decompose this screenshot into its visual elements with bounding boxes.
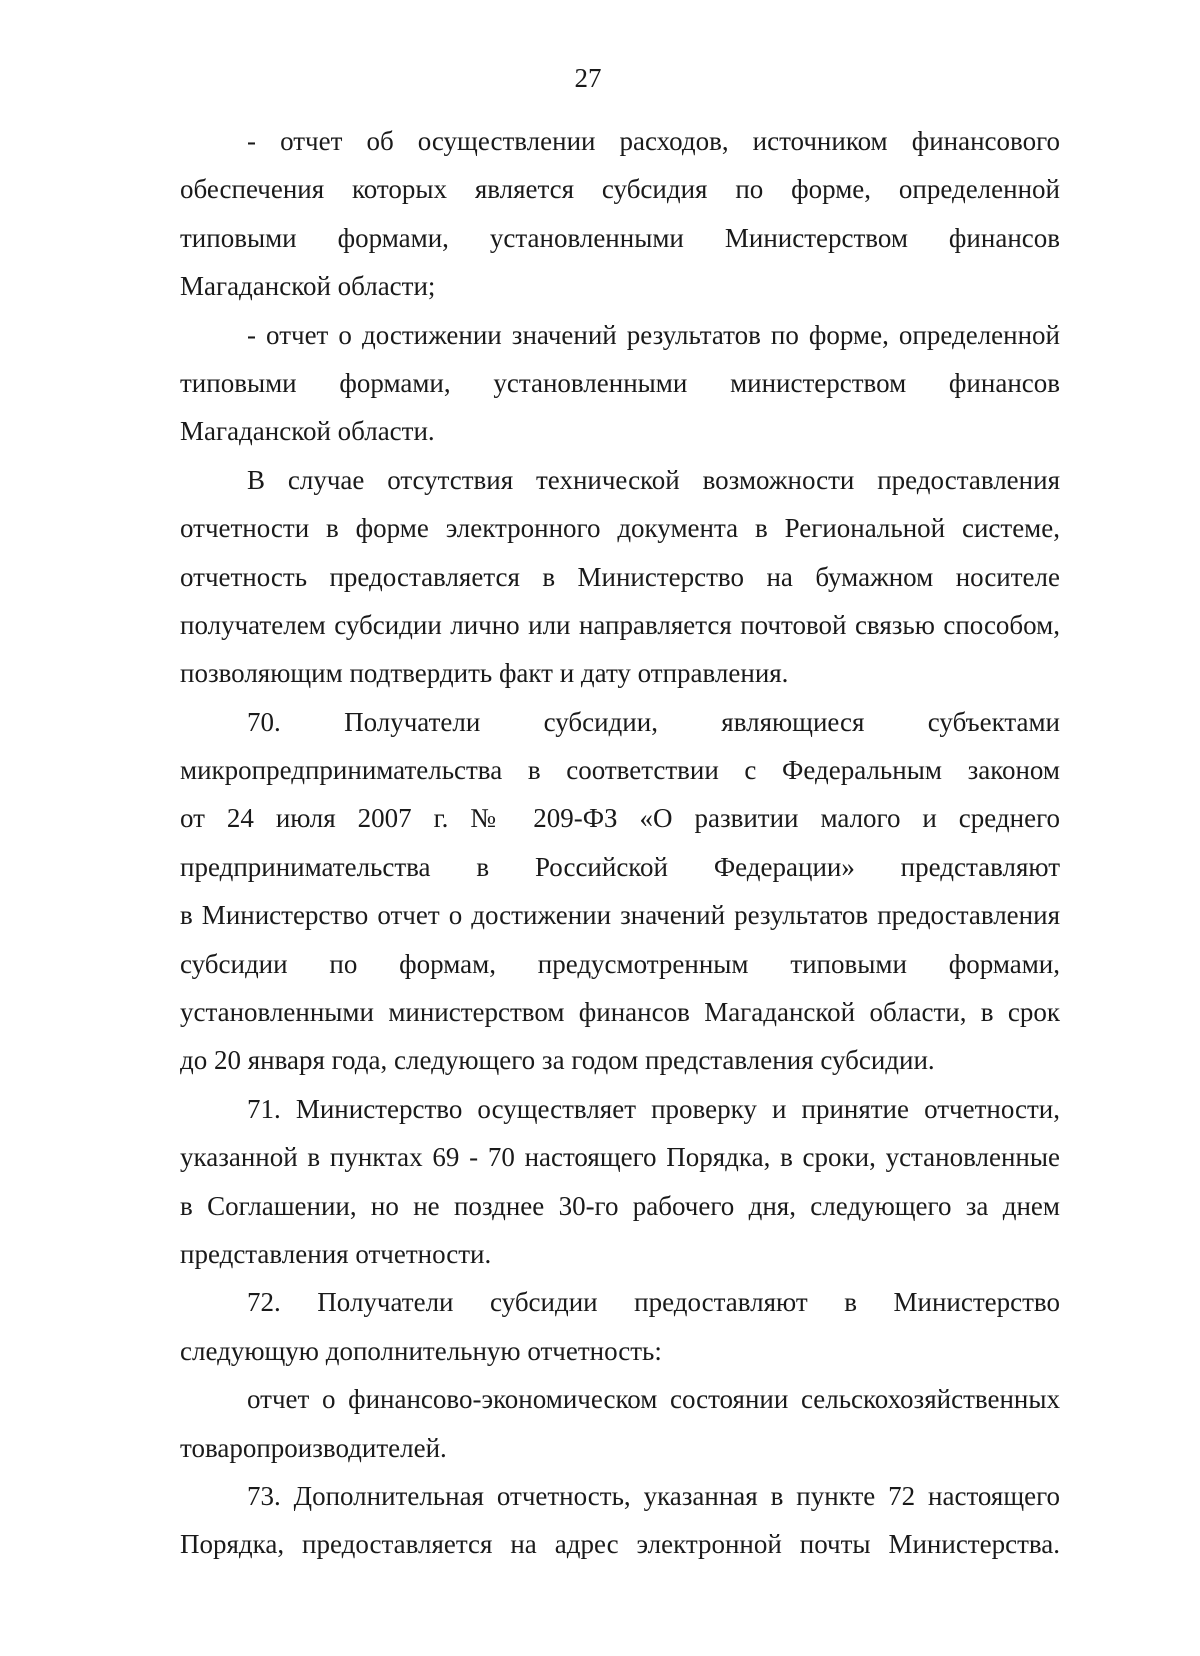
- paragraph: [180, 1472, 1060, 1569]
- text-line: отчетность предоставляется в Министерство на бумажном носителе: [180, 561, 1060, 592]
- paragraph: [180, 1085, 1060, 1279]
- text-line: Магаданской области;: [180, 271, 436, 302]
- paragraph: [180, 311, 1060, 456]
- text-line: от 24 июля 2007 г. № 209-ФЗ «О развитии малого и среднего: [180, 803, 1060, 834]
- text-line: В случае отсутствия технической возможности предоставления: [247, 464, 1060, 495]
- text-line: Магаданской области.: [180, 416, 435, 447]
- document-body: [180, 117, 1060, 1569]
- text-line: - отчет о достижении значений результатов по форме, определенной: [247, 319, 1060, 350]
- text-line: отчетности в форме электронного документа в Региональной системе,: [180, 513, 1060, 544]
- text-line: - отчет об осуществлении расходов, источником финансового: [247, 126, 1060, 156]
- text-line: типовыми формами, установленными министерством финансов: [180, 367, 1060, 398]
- text-line: предпринимательства в Российской Федерации» представляют: [180, 851, 1060, 882]
- paragraph: [180, 456, 1060, 698]
- text-line: в Соглашении, но не позднее 30-го рабочего дня, следующего за днем: [180, 1190, 1060, 1221]
- text-line: микропредпринимательства в соответствии с Федеральным законом: [180, 755, 1060, 786]
- text-line: получателем субсидии лично или направляется почтовой связью способом,: [180, 609, 1060, 640]
- text-line: товаропроизводителей.: [180, 1432, 447, 1463]
- paragraph: [180, 1278, 1060, 1375]
- text-line: 72. Получатели субсидии предоставляют в Министерство: [247, 1287, 1060, 1318]
- text-line: отчет о финансово-экономическом состоянии сельскохозяйственных: [247, 1384, 1060, 1415]
- paragraph: [180, 1375, 1060, 1472]
- text-line: Порядка, предоставляется на адрес электронной почты Министерства.: [180, 1529, 1060, 1560]
- paragraph: [180, 698, 1060, 1085]
- text-line: типовыми формами, установленными Министерством финансов: [180, 222, 1060, 253]
- text-line: представления отчетности.: [180, 1238, 492, 1269]
- text-line: субсидии по формам, предусмотренным типовыми формами,: [180, 948, 1060, 979]
- text-line: до 20 января года, следующего за годом представления субсидии.: [180, 1045, 935, 1076]
- text-line: позволяющим подтвердить факт и дату отправления.: [180, 658, 789, 689]
- text-line: обеспечения которых является субсидия по форме, определенной: [180, 174, 1060, 205]
- paragraph: [180, 117, 1060, 311]
- text-line: указанной в пунктах 69 - 70 настоящего Порядка, в сроки, установленные: [180, 1142, 1060, 1173]
- page-number: 27: [574, 63, 602, 93]
- text-line: 71. Министерство осуществляет проверку и принятие отчетности,: [247, 1093, 1060, 1124]
- text-line: в Министерство отчет о достижении значений результатов предоставления: [180, 900, 1060, 931]
- text-line: следующую дополнительную отчетность:: [180, 1335, 662, 1366]
- text-line: установленными министерством финансов Магаданской области, в срок: [180, 997, 1060, 1028]
- text-line: 73. Дополнительная отчетность, указанная в пункте 72 настоящего: [247, 1480, 1060, 1511]
- text-line: 70. Получатели субсидии, являющиеся субъектами: [247, 706, 1060, 737]
